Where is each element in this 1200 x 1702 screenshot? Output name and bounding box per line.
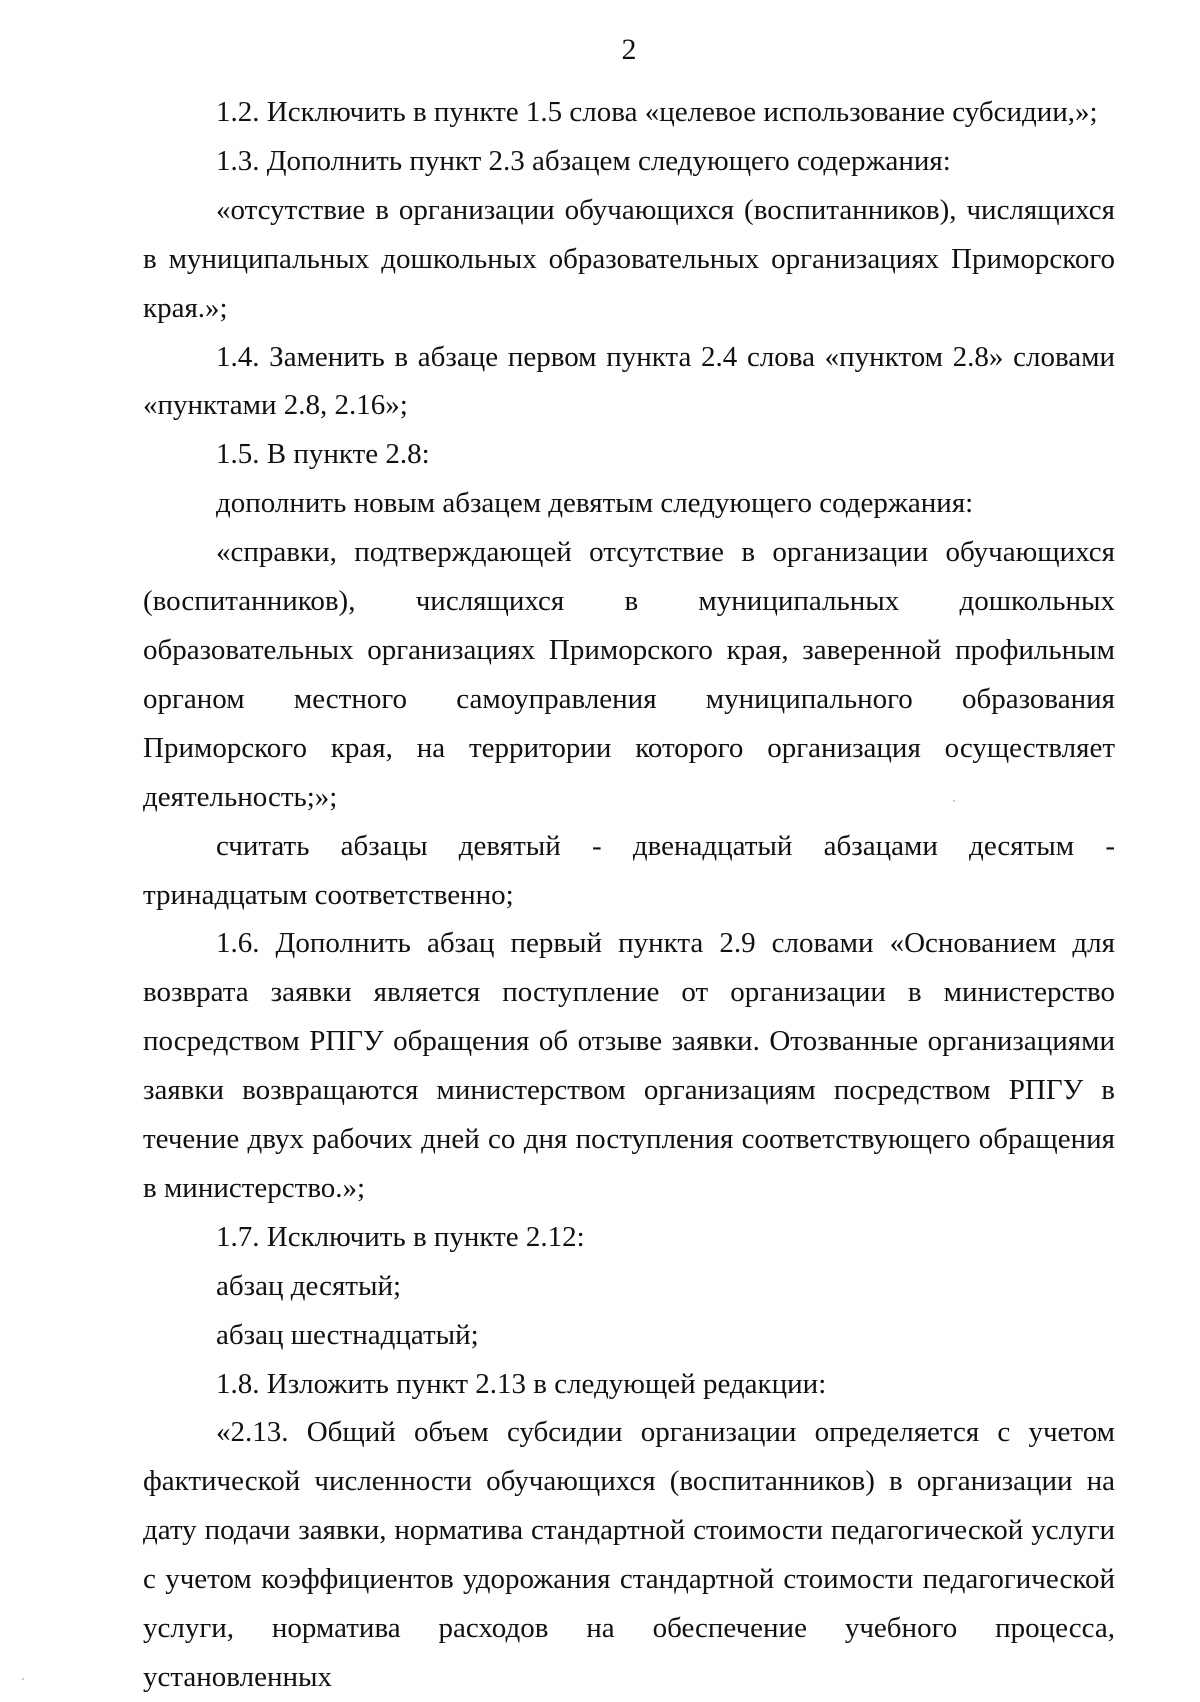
paragraph-1-5-add: дополнить новым абзацем девятым следующего содержания: [216, 487, 974, 520]
paragraph-1-5-renumber: считать абзацы девятый - двенадцатый абзацами десятым - тринадцатым соответственно; [143, 829, 1115, 911]
document-body [143, 88, 1115, 1702]
scan-speck [22, 1678, 24, 1680]
paragraph-1-3: 1.3. Дополнить пункт 2.3 абзацем следующего содержания: [216, 144, 951, 177]
paragraph-1-8-quote: «2.13. Общий объем субсидии организации определяется с учетом фактической численности обучающихся (воспитанников) в организации на дату подачи заявки, норматива стандартной стоимости педагогической услуги с учетом коэффициентов удорожания стандартной стоимости педагогической услуги, норматива расходов на обеспечение учебного процесса, установленных [143, 1416, 1115, 1693]
document-page [143, 0, 1115, 1696]
paragraph-1-2: 1.2. Исключить в пункте 1.5 слова «целевое использование субсидии,»; [216, 96, 1098, 128]
paragraph-1-5-quote: «справки, подтверждающей отсутствие в организации обучающихся (воспитанников), числящихся в муниципальных дошкольных образовательных организациях Приморского края, заверенной профильным органом местного самоуправления муниципального образования Приморского края, на территории которого организация осуществляет деятельность;»; [143, 536, 1115, 813]
paragraph-1-4: 1.4. Заменить в абзаце первом пункта 2.4 слова «пунктом 2.8» словами «пунктами 2.8, 2.16»; [143, 340, 1115, 422]
scan-speck [953, 800, 955, 802]
paragraph-1-7-item-1: абзац десятый; [216, 1269, 402, 1302]
paragraph-1-6: 1.6. Дополнить абзац первый пункта 2.9 словами «Основанием для возврата заявки является поступление от организации в министерство посредством РПГУ обращения об отзыве заявки. Отозванные организациями заявки возвращаются министерством организациям посредством РПГУ в течение двух рабочих дней со дня поступления соответствующего обращения в министерство.»; [143, 927, 1115, 1204]
paragraph-1-7-item-2: абзац шестнадцатый; [216, 1318, 479, 1351]
page-number: 2 [621, 33, 637, 66]
paragraph-1-8: 1.8. Изложить пункт 2.13 в следующей редакции: [216, 1367, 827, 1400]
paragraph-1-5: 1.5. В пункте 2.8: [216, 438, 430, 471]
paragraph-1-7: 1.7. Исключить в пункте 2.12: [216, 1220, 585, 1253]
paragraph-1-3-quote: «отсутствие в организации обучающихся (воспитанников), числящихся в муниципальных дошкольных образовательных организациях Приморского края.»; [143, 193, 1115, 324]
